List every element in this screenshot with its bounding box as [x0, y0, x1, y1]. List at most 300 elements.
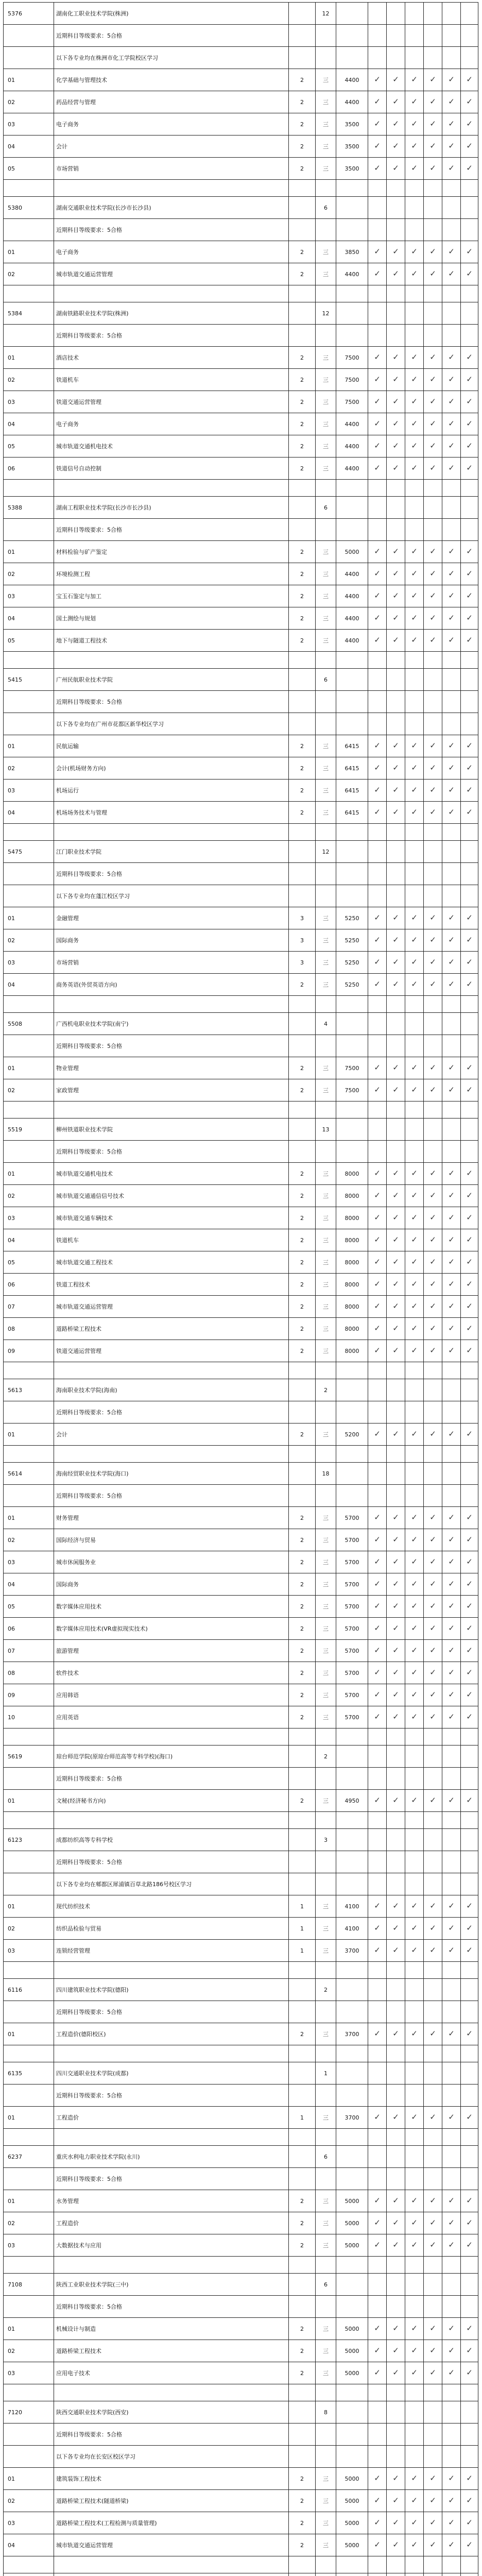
check-mark-icon: ✓ [411, 247, 418, 256]
school-row [4, 197, 478, 219]
note-cell: 近期科目等级要求：5合格 [54, 2296, 289, 2318]
subject-cell [368, 1079, 387, 1101]
check-mark-icon: ✓ [466, 1668, 473, 1677]
subject-cell [461, 25, 478, 47]
subject-cell [424, 1013, 442, 1035]
subject-cell [461, 1340, 478, 1362]
note-row [4, 691, 478, 713]
subject-cell [461, 2107, 478, 2129]
subject-cell [405, 2146, 424, 2168]
major-name-cell: 城市轨道交通车辆技术 [54, 1207, 289, 1229]
check-mark-icon: ✓ [374, 1712, 381, 1721]
fee-cell [336, 996, 368, 1013]
subject-cell [461, 2274, 478, 2296]
school-row [4, 669, 478, 691]
check-mark-icon: ✓ [466, 1535, 473, 1544]
spacer-row [4, 1362, 478, 1379]
spacer-row [4, 2129, 478, 2146]
major-name-cell: 国际商务 [54, 929, 289, 952]
check-mark-icon: ✓ [392, 247, 399, 256]
subject-cell [368, 1790, 387, 1812]
level-cell: 2 [289, 1507, 316, 1529]
subject-cell [424, 1274, 442, 1296]
subject-cell [387, 2512, 405, 2534]
code-cell: 5614 [4, 1463, 54, 1485]
check-mark-icon: ✓ [448, 352, 455, 362]
major-name-cell: 建筑装饰工程技术 [54, 2468, 289, 2490]
check-mark-icon: ✓ [392, 1257, 399, 1266]
subject-cell [442, 1274, 461, 1296]
fee-cell: 7500 [336, 369, 368, 391]
subject-cell [405, 1485, 424, 1507]
check-mark-icon: ✓ [411, 807, 418, 817]
check-mark-icon: ✓ [466, 1579, 473, 1588]
check-mark-icon: ✓ [411, 1579, 418, 1588]
school-name-cell: 湖南工程职业技术学院(长沙市长沙县) [54, 497, 289, 519]
check-mark-icon: ✓ [429, 1923, 436, 1933]
subject-cell [368, 607, 387, 630]
check-mark-icon: ✓ [448, 97, 455, 106]
subject-cell [387, 1318, 405, 1340]
fee-cell: 4400 [336, 585, 368, 607]
subject-cell [424, 757, 442, 779]
check-mark-icon: ✓ [466, 2346, 473, 2355]
level-cell [289, 1485, 316, 1507]
subject-cell [461, 1274, 478, 1296]
check-mark-icon: ✓ [466, 2518, 473, 2527]
fee-cell [336, 885, 368, 907]
subject-cell [442, 1163, 461, 1185]
check-mark-icon: ✓ [466, 935, 473, 944]
subject-cell [424, 1423, 442, 1446]
subject-cell [368, 2446, 387, 2468]
check-mark-icon: ✓ [411, 613, 418, 622]
subject-cell [442, 2573, 461, 2576]
code-cell: 02 [4, 2212, 54, 2234]
subject-cell [442, 2023, 461, 2045]
note-row [4, 219, 478, 241]
check-mark-icon: ✓ [392, 119, 399, 128]
subject-cell [442, 1745, 461, 1768]
subject-cell [368, 369, 387, 391]
check-mark-icon: ✓ [392, 591, 399, 600]
check-mark-icon: ✓ [392, 1601, 399, 1611]
check-mark-icon: ✓ [429, 1535, 436, 1544]
level-cell: 2 [289, 757, 316, 779]
check-mark-icon: ✓ [466, 1923, 473, 1933]
subject-cell [368, 1573, 387, 1596]
duration-cell [316, 652, 336, 669]
check-mark-icon: ✓ [374, 979, 381, 989]
major-row [4, 2234, 478, 2257]
check-mark-icon: ✓ [411, 2540, 418, 2549]
duration-cell: 三 [316, 2340, 336, 2362]
major-name-cell: 应用电子技术 [54, 2362, 289, 2384]
duration-cell: 三 [316, 263, 336, 285]
subject-cell [368, 2556, 387, 2573]
major-row [4, 1618, 478, 1640]
subject-cell [387, 2490, 405, 2512]
duration-cell: 三 [316, 1529, 336, 1551]
subject-cell [424, 929, 442, 952]
duration-cell: 三 [316, 1274, 336, 1296]
fee-cell [336, 1873, 368, 1895]
subject-cell [442, 2490, 461, 2512]
duration-cell [316, 47, 336, 69]
subject-cell [405, 1013, 424, 1035]
subject-cell [405, 541, 424, 563]
check-mark-icon: ✓ [411, 2496, 418, 2505]
subject-cell [442, 1318, 461, 1340]
level-cell [289, 1768, 316, 1790]
check-mark-icon: ✓ [448, 807, 455, 817]
level-cell [289, 713, 316, 735]
subject-cell [424, 607, 442, 630]
check-mark-icon: ✓ [374, 785, 381, 794]
major-row [4, 135, 478, 158]
check-mark-icon: ✓ [429, 935, 436, 944]
major-name-cell [54, 1446, 289, 1463]
subject-cell [368, 2107, 387, 2129]
check-mark-icon: ✓ [411, 1623, 418, 1633]
check-mark-icon: ✓ [466, 1795, 473, 1805]
check-mark-icon: ✓ [448, 1646, 455, 1655]
fee-cell: 5700 [336, 1551, 368, 1573]
note-cell: 近期科目等级要求：5合格 [54, 2168, 289, 2190]
spacer-row [4, 2045, 478, 2062]
check-mark-icon: ✓ [411, 1901, 418, 1910]
major-row [4, 1296, 478, 1318]
check-mark-icon: ✓ [392, 763, 399, 772]
subject-cell [461, 1745, 478, 1768]
fee-cell: 5700 [336, 1684, 368, 1706]
check-mark-icon: ✓ [411, 979, 418, 989]
subject-cell [424, 1895, 442, 1918]
check-mark-icon: ✓ [448, 935, 455, 944]
subject-cell [387, 652, 405, 669]
major-name-cell: 国际商务 [54, 1573, 289, 1596]
fee-cell: 8000 [336, 1318, 368, 1340]
subject-cell [461, 1251, 478, 1274]
subject-cell [424, 2362, 442, 2384]
subject-cell [368, 1768, 387, 1790]
subject-cell [368, 1118, 387, 1141]
subject-cell [461, 1851, 478, 1873]
check-mark-icon: ✓ [374, 375, 381, 384]
code-cell [4, 1728, 54, 1745]
check-mark-icon: ✓ [411, 913, 418, 922]
school-name-cell: 陕西交通职业技术学院(西安) [54, 2401, 289, 2424]
fee-cell [336, 2401, 368, 2424]
subject-cell [461, 2296, 478, 2318]
check-mark-icon: ✓ [429, 2518, 436, 2527]
check-mark-icon: ✓ [392, 441, 399, 450]
check-mark-icon: ✓ [374, 1063, 381, 1072]
level-cell: 2 [289, 2190, 316, 2212]
duration-cell [316, 863, 336, 885]
level-cell [289, 1851, 316, 1873]
subject-cell [442, 1573, 461, 1596]
subject-cell [405, 135, 424, 158]
subject-cell [442, 2062, 461, 2084]
check-mark-icon: ✓ [466, 2496, 473, 2505]
major-name-cell: 道路桥梁工程技术 [54, 1318, 289, 1340]
code-cell: 03 [4, 2234, 54, 2257]
check-mark-icon: ✓ [429, 569, 436, 578]
level-cell [289, 2146, 316, 2168]
level-cell: 1 [289, 1895, 316, 1918]
check-mark-icon: ✓ [374, 2218, 381, 2227]
level-cell [289, 2168, 316, 2190]
school-name-cell: 四川建筑职业技术学院(德阳) [54, 1979, 289, 2001]
fee-cell [336, 2045, 368, 2062]
subject-cell [442, 47, 461, 69]
major-name-cell [54, 652, 289, 669]
school-name-cell: 海南职业技术学院(海南) [54, 1379, 289, 1401]
school-row [4, 2274, 478, 2296]
fee-cell [336, 713, 368, 735]
check-mark-icon: ✓ [448, 1623, 455, 1633]
school-row [4, 841, 478, 863]
note-cell: 以下各专业均在蓬江校区学习 [54, 885, 289, 907]
check-mark-icon: ✓ [411, 441, 418, 450]
subject-cell [461, 2001, 478, 2023]
code-cell: 03 [4, 2512, 54, 2534]
check-mark-icon: ✓ [374, 763, 381, 772]
subject-cell [424, 802, 442, 824]
check-mark-icon: ✓ [448, 741, 455, 750]
subject-cell [405, 2384, 424, 2401]
check-mark-icon: ✓ [448, 463, 455, 472]
check-mark-icon: ✓ [374, 913, 381, 922]
major-name-cell: 机场场务技术与管理 [54, 802, 289, 824]
subject-cell [368, 563, 387, 585]
level-cell: 2 [289, 1640, 316, 1662]
check-mark-icon: ✓ [448, 1191, 455, 1200]
major-name-cell [54, 2384, 289, 2401]
subject-cell [368, 1229, 387, 1251]
level-cell [289, 1745, 316, 1768]
major-name-cell: 宝玉石鉴定与加工 [54, 585, 289, 607]
duration-cell [316, 824, 336, 841]
subject-cell [405, 369, 424, 391]
duration-cell: 三 [316, 1573, 336, 1596]
check-mark-icon: ✓ [374, 957, 381, 967]
plan-count-cell: 6 [316, 2274, 336, 2296]
check-mark-icon: ✓ [429, 375, 436, 384]
level-cell [289, 996, 316, 1013]
check-mark-icon: ✓ [448, 1795, 455, 1805]
subject-cell [442, 1379, 461, 1401]
subject-cell [442, 2534, 461, 2556]
check-mark-icon: ✓ [392, 1213, 399, 1222]
school-name-cell: 海南经贸职业技术学院(海口) [54, 1463, 289, 1485]
check-mark-icon: ✓ [392, 2029, 399, 2038]
check-mark-icon: ✓ [429, 2346, 436, 2355]
note-cell: 近期科目等级要求：5合格 [54, 25, 289, 47]
duration-cell: 三 [316, 1640, 336, 1662]
check-mark-icon: ✓ [429, 119, 436, 128]
check-mark-icon: ✓ [411, 1646, 418, 1655]
check-mark-icon: ✓ [429, 2196, 436, 2205]
code-cell: 02 [4, 929, 54, 952]
subject-cell [461, 1229, 478, 1251]
check-mark-icon: ✓ [392, 163, 399, 173]
fee-cell: 5000 [336, 2340, 368, 2362]
check-mark-icon: ✓ [448, 2540, 455, 2549]
major-name-cell: 家政管理 [54, 1079, 289, 1101]
check-mark-icon: ✓ [448, 2518, 455, 2527]
fee-cell [336, 1379, 368, 1401]
subject-cell [442, 863, 461, 885]
subject-cell [442, 1979, 461, 2001]
duration-cell: 三 [316, 1618, 336, 1640]
check-mark-icon: ✓ [411, 141, 418, 150]
subject-cell [387, 1790, 405, 1812]
subject-cell [424, 135, 442, 158]
subject-cell [387, 2274, 405, 2296]
duration-cell [316, 1728, 336, 1745]
subject-cell [368, 691, 387, 713]
subject-cell [387, 1340, 405, 1362]
level-cell: 2 [289, 1207, 316, 1229]
check-mark-icon: ✓ [392, 913, 399, 922]
plan-count-cell: 3 [316, 1829, 336, 1851]
subject-cell [387, 824, 405, 841]
fee-cell [336, 3, 368, 25]
plan-count-cell: 2 [316, 1379, 336, 1401]
major-name-cell: 铁道机车 [54, 369, 289, 391]
check-mark-icon: ✓ [466, 269, 473, 278]
note-cell: 近期科目等级要求：5合格 [54, 325, 289, 347]
subject-cell [405, 2490, 424, 2512]
subject-cell [461, 2129, 478, 2146]
check-mark-icon: ✓ [411, 97, 418, 106]
code-cell [4, 285, 54, 302]
subject-cell [424, 1401, 442, 1423]
note-cell: 近期科目等级要求：5合格 [54, 2001, 289, 2023]
subject-cell [461, 1895, 478, 1918]
duration-cell: 三 [316, 91, 336, 113]
subject-cell [405, 113, 424, 135]
level-cell: 2 [289, 1340, 316, 1362]
subject-cell [442, 2212, 461, 2234]
major-row [4, 2107, 478, 2129]
code-cell: 03 [4, 1551, 54, 1573]
spacer-row [4, 1812, 478, 1829]
fee-cell [336, 519, 368, 541]
subject-cell [461, 347, 478, 369]
check-mark-icon: ✓ [466, 247, 473, 256]
code-cell: 04 [4, 2534, 54, 2556]
subject-cell [405, 1768, 424, 1790]
code-cell: 01 [4, 241, 54, 263]
subject-cell [461, 952, 478, 974]
check-mark-icon: ✓ [466, 1301, 473, 1311]
duration-cell [316, 2296, 336, 2318]
subject-cell [387, 413, 405, 435]
subject-cell [461, 1979, 478, 2001]
check-mark-icon: ✓ [392, 397, 399, 406]
check-mark-icon: ✓ [466, 1191, 473, 1200]
duration-cell: 三 [316, 435, 336, 457]
subject-cell [368, 2146, 387, 2168]
fee-cell: 7500 [336, 1079, 368, 1101]
duration-cell [316, 2424, 336, 2446]
subject-cell [442, 347, 461, 369]
check-mark-icon: ✓ [448, 1257, 455, 1266]
fee-cell: 5250 [336, 952, 368, 974]
subject-cell [387, 497, 405, 519]
subject-cell [424, 2424, 442, 2446]
check-mark-icon: ✓ [392, 375, 399, 384]
major-row [4, 1185, 478, 1207]
note-row [4, 2084, 478, 2107]
code-cell [4, 47, 54, 69]
subject-cell [387, 1507, 405, 1529]
subject-cell [442, 2107, 461, 2129]
subject-cell [461, 2573, 478, 2576]
check-mark-icon: ✓ [429, 1235, 436, 1244]
check-mark-icon: ✓ [429, 591, 436, 600]
subject-cell [368, 1684, 387, 1706]
major-row [4, 413, 478, 435]
fee-cell [336, 1812, 368, 1829]
code-cell: 7120 [4, 2401, 54, 2424]
level-cell: 2 [289, 369, 316, 391]
check-mark-icon: ✓ [429, 2112, 436, 2122]
subject-cell [424, 197, 442, 219]
subject-cell [442, 1229, 461, 1251]
subject-cell [442, 691, 461, 713]
check-mark-icon: ✓ [448, 1690, 455, 1699]
check-mark-icon: ✓ [392, 2368, 399, 2377]
level-cell [289, 197, 316, 219]
check-mark-icon: ✓ [466, 1063, 473, 1072]
subject-cell [461, 519, 478, 541]
subject-cell [424, 325, 442, 347]
code-cell: 03 [4, 952, 54, 974]
fee-cell [336, 1745, 368, 1768]
subject-cell [368, 541, 387, 563]
subject-cell [387, 2257, 405, 2274]
level-cell [289, 2401, 316, 2424]
subject-cell [387, 2362, 405, 2384]
code-cell: 5519 [4, 1118, 54, 1141]
subject-cell [368, 435, 387, 457]
subject-cell [442, 779, 461, 802]
subject-cell [405, 2424, 424, 2446]
fee-cell [336, 497, 368, 519]
check-mark-icon: ✓ [429, 75, 436, 84]
subject-cell [368, 1251, 387, 1274]
subject-cell [424, 158, 442, 180]
subject-cell [387, 325, 405, 347]
check-mark-icon: ✓ [411, 1513, 418, 1522]
code-cell: 03 [4, 1207, 54, 1229]
subject-cell [387, 1529, 405, 1551]
note-cell: 近期科目等级要求：5合格 [54, 1141, 289, 1163]
duration-cell: 三 [316, 802, 336, 824]
subject-cell [442, 929, 461, 952]
subject-cell [368, 757, 387, 779]
subject-cell [368, 302, 387, 325]
subject-cell [442, 1446, 461, 1463]
level-cell: 2 [289, 91, 316, 113]
level-cell [289, 1728, 316, 1745]
check-mark-icon: ✓ [466, 913, 473, 922]
check-mark-icon: ✓ [429, 247, 436, 256]
